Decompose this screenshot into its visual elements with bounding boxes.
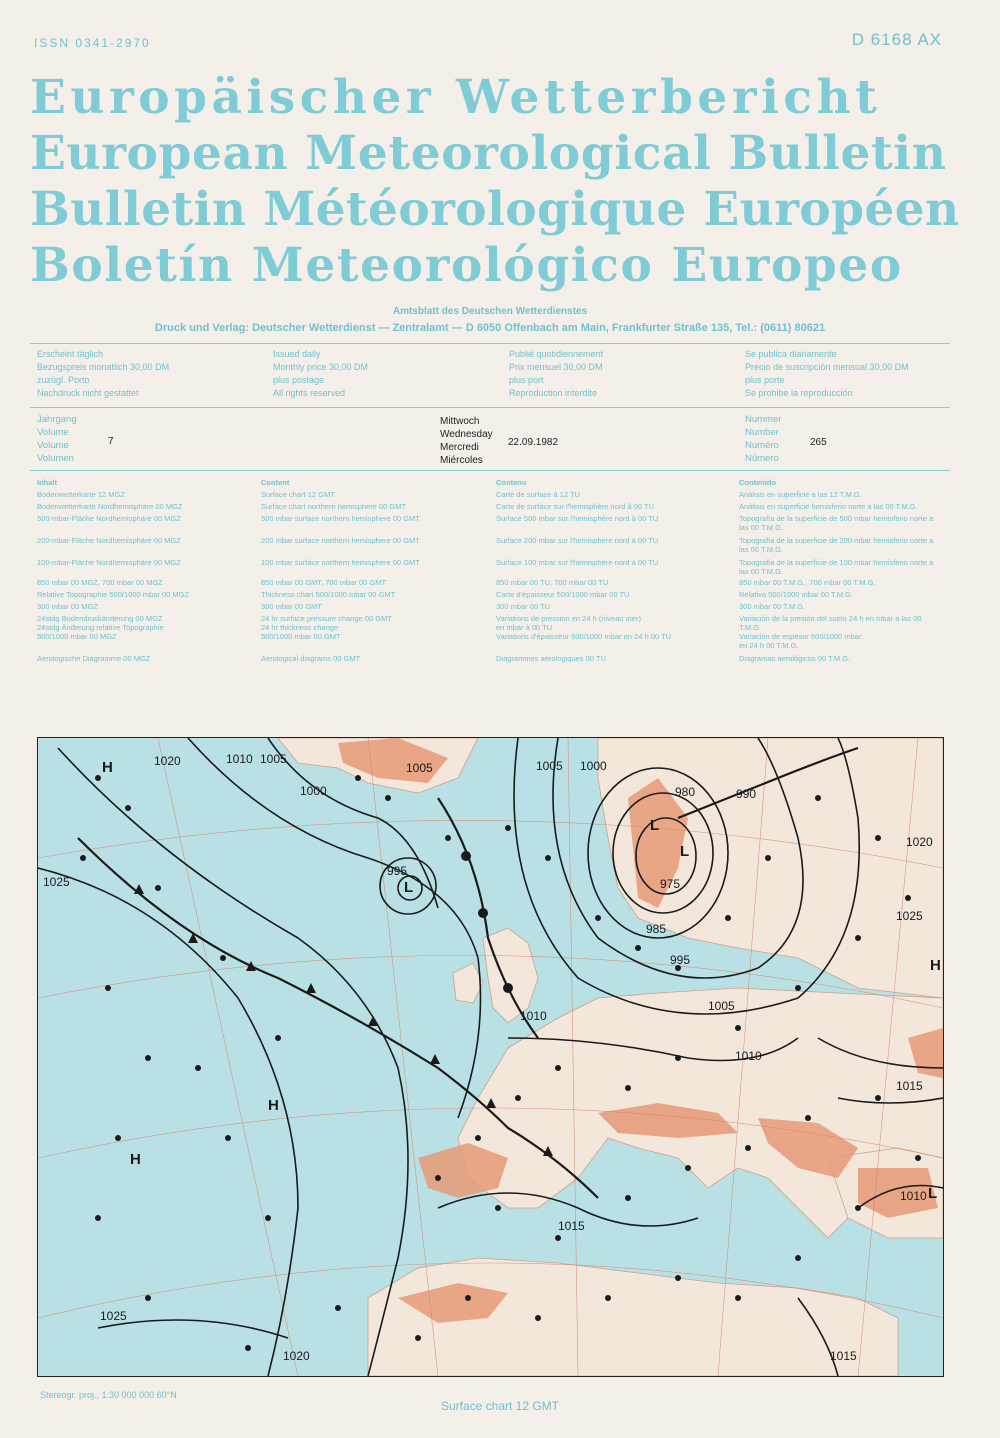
weekday: Wednesday bbox=[440, 429, 493, 440]
isobar-label: 995 bbox=[670, 953, 691, 967]
isobar-label: 995 bbox=[387, 864, 408, 878]
contents-heading-english: Content bbox=[261, 478, 290, 487]
contents-item: 300 mbar 00 MGZ bbox=[37, 602, 98, 611]
contents-item: 850 mbar 00 T.M.G., 700 mbar 00 T.M.G. bbox=[739, 578, 876, 587]
contents-item: 300 mbar 00 T.M.G. bbox=[739, 602, 806, 611]
map-caption: Surface chart 12 GMT bbox=[440, 1399, 560, 1413]
weekday-block bbox=[440, 415, 493, 467]
publication-german bbox=[37, 348, 273, 400]
contents-item: Variación de la presión del suelo 24 h en mbar a las 00 T.M.G. bbox=[739, 614, 922, 632]
contents-item: Bodenwetterkarte 12 MGZ bbox=[37, 490, 125, 499]
text: Se prohibe la reproducción bbox=[745, 388, 853, 398]
text: Se publica diariamente bbox=[745, 349, 837, 359]
contents-item: Topografía de la superficie de 100 mbar hemisferio norte a las 00 T.M.G. bbox=[739, 558, 934, 576]
low-pressure-center: L bbox=[680, 843, 690, 860]
isobar-label: 985 bbox=[646, 922, 667, 936]
low-pressure-center: L bbox=[650, 817, 660, 834]
publication-info bbox=[37, 348, 947, 400]
isobar-label: 975 bbox=[660, 877, 681, 891]
publication-english bbox=[273, 348, 509, 400]
issue-number: 265 bbox=[810, 437, 827, 448]
text: Bezugspreis monatlich 30,00 DM bbox=[37, 362, 170, 372]
text: plus postage bbox=[273, 375, 325, 385]
isobar-label: 1010 bbox=[226, 752, 253, 766]
contents-item: Surface 500 mbar sur l'hemisphère nord à 00 TU bbox=[496, 514, 659, 523]
contents-item: 100-mbar-Fläche Nordhemisphäre 00 MGZ bbox=[37, 558, 181, 567]
title-french: Bulletin Météorologique Européen bbox=[30, 182, 960, 237]
isobar-label: 990 bbox=[736, 787, 757, 801]
contents-item: Surface 200 mbar sur l'hemisphère nord à 00 TU bbox=[496, 536, 659, 545]
text: Publié quotidiennement bbox=[509, 349, 604, 359]
contents-item: Diagrammes aérologiques 00 TU bbox=[496, 654, 606, 663]
publication-french bbox=[509, 348, 745, 400]
isobar-label: 1025 bbox=[896, 909, 923, 923]
number-label: Número bbox=[745, 453, 779, 464]
title-english: European Meteorological Bulletin bbox=[30, 126, 947, 181]
contents-item: Aerologische Diagramme 00 MGZ bbox=[37, 654, 151, 663]
contents-item: Variations d'épaisseur 500/1000 mbar en 24 h 00 TU bbox=[496, 632, 672, 641]
contents-item: Variación de espesor 500/1000 mbar bbox=[739, 632, 862, 641]
contents-item: 200 mbar surface northern hemisphere 00 GMT bbox=[261, 536, 420, 545]
isobar-label: 1010 bbox=[520, 1009, 547, 1023]
isobar-label: 1005 bbox=[260, 752, 287, 766]
isobar-label: 1000 bbox=[580, 759, 607, 773]
divider bbox=[30, 407, 950, 408]
number-labels bbox=[745, 413, 945, 465]
isobar-label: 1010 bbox=[900, 1189, 927, 1203]
isobar-label: 1020 bbox=[906, 835, 933, 849]
contents-item: 850 mbar 00 TU, 700 mbar 00 TU bbox=[496, 578, 609, 587]
title-spanish: Boletín Meteorológico Europeo bbox=[30, 238, 903, 293]
contents-item: en 24 h 00 T.M.G. bbox=[739, 641, 799, 650]
contents-item: Relative Topographie 500/1000 mbar 00 MGZ bbox=[37, 590, 190, 599]
text: Precio de suscripción mensual 30,00 DM bbox=[745, 362, 909, 372]
contents-item: Relativa 500/1000 mbar 00 T.M.G. bbox=[739, 590, 854, 599]
contents-item: Diagramas aerológicos 00 T.M.G. bbox=[739, 654, 851, 663]
isobar-label: 1005 bbox=[536, 759, 563, 773]
contents-item: Topografía de la superficie de 200 mbar hemisferio norte a las 00 T.M.G. bbox=[739, 536, 934, 554]
high-pressure-center: H bbox=[102, 759, 113, 776]
isobar-label: 980 bbox=[675, 785, 696, 799]
high-pressure-center: H bbox=[930, 957, 941, 974]
isobar-label: 1000 bbox=[300, 784, 327, 798]
text: zuzügl. Porto bbox=[37, 375, 90, 385]
isobar-label: 1025 bbox=[100, 1309, 127, 1323]
title-german: Europäischer Wetterbericht bbox=[30, 70, 882, 125]
isobar-label: 1020 bbox=[283, 1349, 310, 1363]
contents-item: Surface chart northern hemisphere 00 GMT bbox=[261, 502, 407, 511]
contents-item: 24stdg Änderung relative Topographie bbox=[37, 623, 164, 632]
text: Prix mensuel 30,00 DM bbox=[509, 362, 603, 372]
contents-heading-spanish: Contenido bbox=[739, 478, 777, 487]
contents-item: Bodenwetterkarte Nordhemisphäre 00 MGZ bbox=[37, 502, 183, 511]
contents-item: Surface 100 mbar sur l'hemisphère nord à 00 TU bbox=[496, 558, 659, 567]
publisher-block bbox=[30, 306, 950, 334]
isobar-label: 1015 bbox=[558, 1219, 585, 1233]
land-masses bbox=[278, 738, 943, 1376]
volume-value: 7 bbox=[108, 436, 114, 447]
isobar-label: 1025 bbox=[43, 875, 70, 889]
contents-item: 850 mbar 00 GMT, 700 mbar 00 GMT bbox=[261, 578, 387, 587]
contents-item: 850 mbar 00 MGZ, 700 mbar 00 MGZ bbox=[37, 578, 163, 587]
publisher-line-1: Amtsblatt des Deutschen Wetterdienstes bbox=[392, 306, 588, 317]
text: plus port bbox=[509, 375, 544, 385]
publisher-line-2: Druck und Verlag: Deutscher Wetterdienst — Zentralamt — D 6050 Offenbach am Main, Frankfurter Straße 135, Tel.: (0611) 80621 bbox=[154, 322, 826, 334]
low-pressure-center: L bbox=[928, 1185, 938, 1202]
text: Reproduction interdite bbox=[509, 388, 598, 398]
contents-item: Análisis en superficie hemisferio norte a las 00 T.M.G. bbox=[739, 502, 918, 511]
issn: ISSN 0341-2970 bbox=[34, 36, 151, 50]
contents-item: en mbar à 00 TU bbox=[496, 623, 553, 632]
weekday: Mittwoch bbox=[440, 416, 480, 427]
isobar-label: 1005 bbox=[708, 999, 735, 1013]
number-label: Nummer bbox=[745, 414, 782, 425]
contents-item: 24 hr surface pressure change 00 GMT bbox=[261, 614, 392, 623]
weekday: Mercredi bbox=[440, 442, 479, 453]
contents-heading-german: Inhalt bbox=[37, 478, 57, 487]
contents-item: Thickness chart 500/1000 mbar 00 GMT bbox=[261, 590, 396, 599]
weekday: Miércoles bbox=[440, 455, 483, 466]
contents-heading-french: Contenu bbox=[496, 478, 527, 487]
contents-item: Carte d'épaisseur 500/1000 mbar 00 TU bbox=[496, 590, 630, 599]
isobar-label: 1015 bbox=[830, 1349, 857, 1363]
contents-item: 500/1000 mbar 00 GMT bbox=[261, 632, 341, 641]
number-label: Numéro bbox=[745, 440, 779, 451]
volume-label: Volume bbox=[37, 427, 69, 438]
contents-item: Variations de pression en 24 h (niveau mer) bbox=[496, 614, 641, 623]
volume-labels bbox=[37, 413, 273, 465]
isobar-label: 1015 bbox=[896, 1079, 923, 1093]
contents-item: Topografía de la superficie de 500 mbar hemisferio norte a las 00 T.M.G. bbox=[739, 514, 934, 532]
map-svg bbox=[38, 738, 943, 1376]
contents-table bbox=[37, 478, 947, 668]
map-scale-note: Stereogr. proj., 1:30 000 000 60°N bbox=[40, 1390, 177, 1400]
high-pressure-center: H bbox=[130, 1151, 141, 1168]
contents-item: 100 mbar surface northern hemisphere 00 GMT bbox=[261, 558, 420, 567]
document-code: D 6168 AX bbox=[851, 30, 942, 49]
contents-item: 500-mbar-Fläche Nordhemisphäre 00 MGZ bbox=[37, 514, 181, 523]
contents-item: 200-mbar-Fläche Nordhemisphäre 00 MGZ bbox=[37, 536, 181, 545]
contents-item: Surface chart 12 GMT bbox=[261, 490, 335, 499]
volume-label: Volumen bbox=[37, 453, 74, 464]
text: Nachdruck nicht gestattet bbox=[37, 388, 139, 398]
contents-item: 300 mbar 00 GMT bbox=[261, 602, 322, 611]
text: plus porte bbox=[745, 375, 785, 385]
contents-item: 500/1000 mbar 00 MGZ bbox=[37, 632, 117, 641]
contents-item: 24 hr thickness change bbox=[261, 623, 339, 632]
divider bbox=[30, 470, 950, 471]
surface-weather-map bbox=[37, 737, 944, 1377]
contents-item: 300 mbar 00 TU bbox=[496, 602, 551, 611]
high-pressure-center: H bbox=[268, 1097, 279, 1114]
contents-item: 500 mbar surface northern hemisphere 00 GMT bbox=[261, 514, 420, 523]
isobar-label: 1020 bbox=[154, 754, 181, 768]
contents-item: Análisis en superficie a las 12 T.M.G. bbox=[739, 490, 862, 499]
contents-item: Carte de surface à 12 TU bbox=[496, 490, 581, 499]
contents-item: Aerological diagrams 00 GMT bbox=[261, 654, 361, 663]
contents-item: Carte de surface sur l'hemisphère nord à 00 TU bbox=[496, 502, 655, 511]
contents-item: 24stdg Bodendruckänderung 00 MGZ bbox=[37, 614, 163, 623]
volume-label: Jahrgang bbox=[37, 414, 77, 425]
text: Monthly price 30,00 DM bbox=[273, 362, 369, 372]
number-label: Number bbox=[745, 427, 779, 438]
publication-spanish bbox=[745, 348, 945, 400]
volume-label: Volume bbox=[37, 440, 69, 451]
title-block bbox=[30, 70, 960, 294]
isobar-label: 1005 bbox=[406, 761, 433, 775]
low-pressure-center: L bbox=[404, 879, 414, 896]
isobar-label: 1010 bbox=[735, 1049, 762, 1063]
text: All rights reserved bbox=[273, 388, 346, 398]
issue-date: 22.09.1982 bbox=[508, 437, 559, 448]
divider bbox=[30, 343, 950, 344]
text: Erscheint täglich bbox=[37, 349, 104, 359]
text: Issued daily bbox=[273, 349, 321, 359]
